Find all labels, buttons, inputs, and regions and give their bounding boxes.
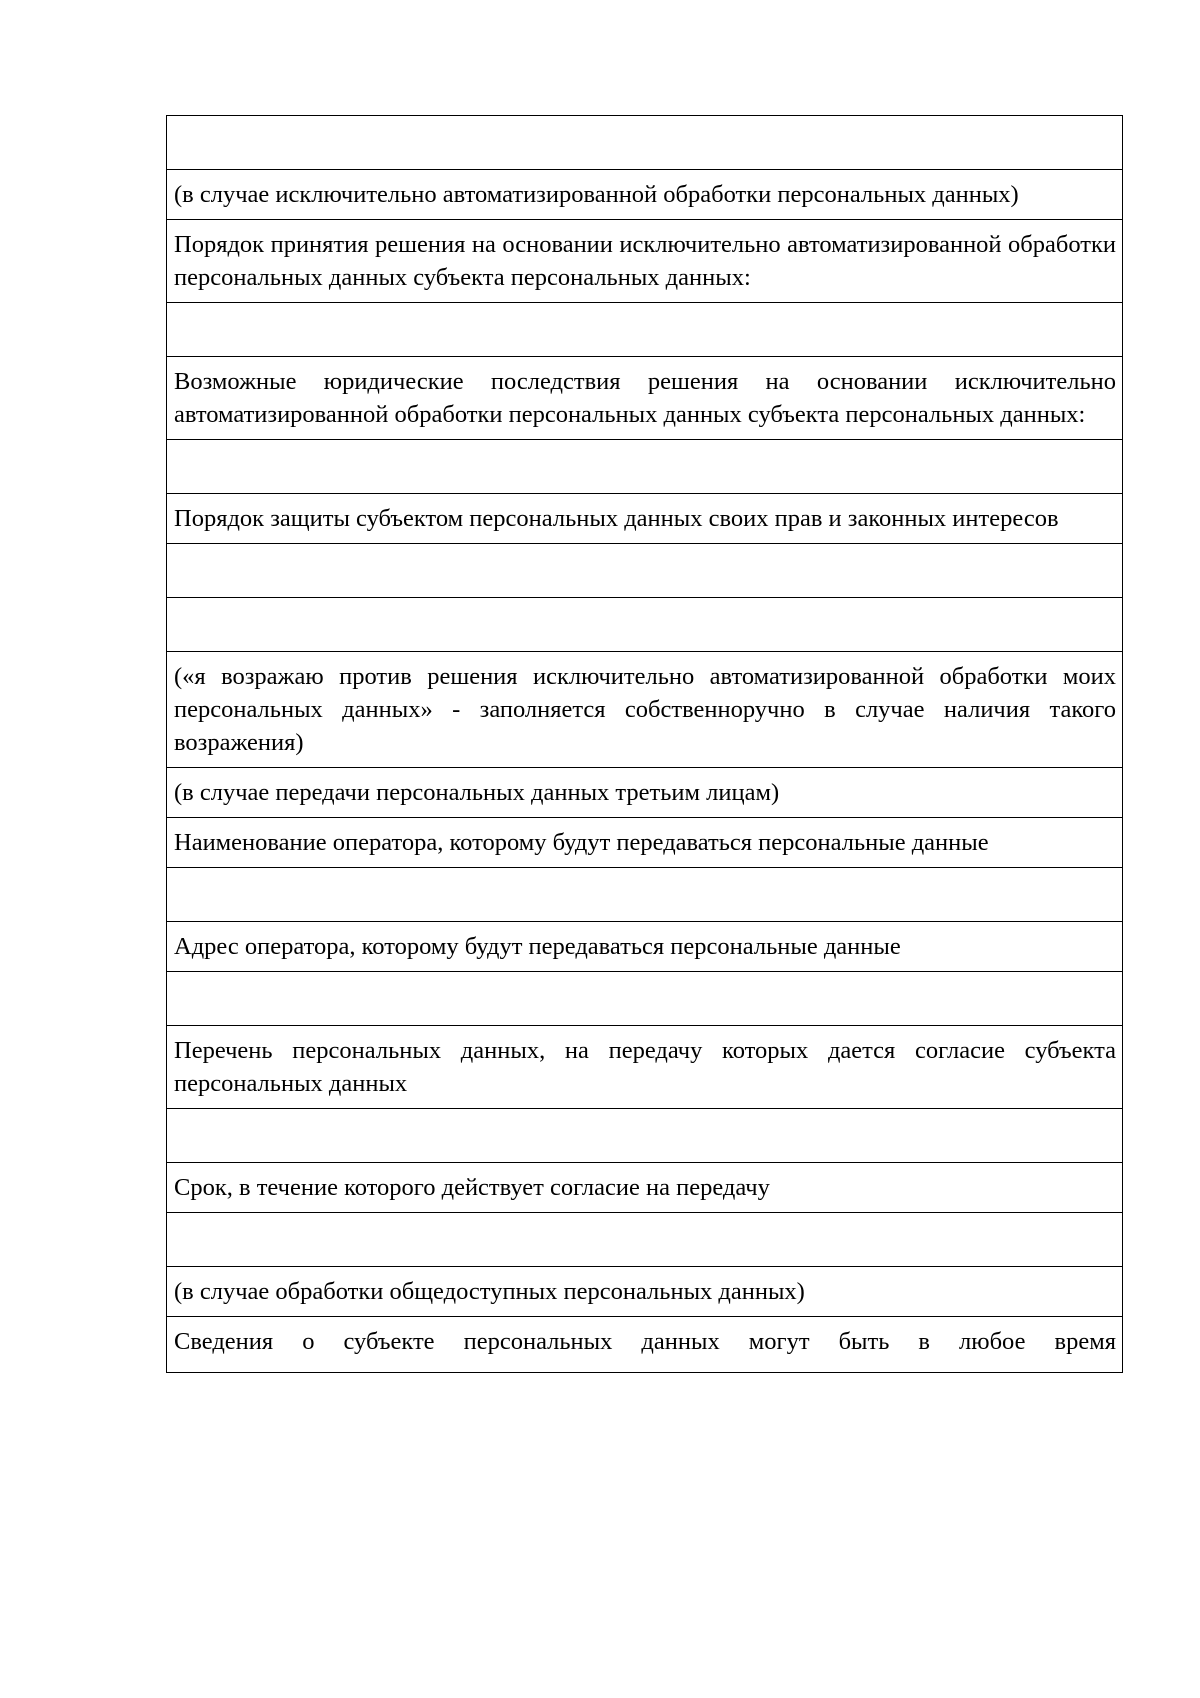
- table-row: [167, 494, 1123, 544]
- blank-field[interactable]: [167, 598, 1123, 652]
- label-consent-term: Срок, в течение которого действует согласие на передачу: [167, 1163, 1123, 1213]
- section-note-third-party-transfer: (в случае передачи персональных данных третьим лицам): [167, 768, 1123, 818]
- label-public-data-info: Сведения о субъекте персональных данных могут быть в любое время: [167, 1317, 1123, 1373]
- blank-field[interactable]: [167, 972, 1123, 1026]
- table-row: [167, 1163, 1123, 1213]
- note-objection: («я возражаю против решения исключительно автоматизированной обработки моих персональных данных» - заполняется собственноручно в случае наличия такого возражения): [167, 652, 1123, 768]
- consent-form-table: [166, 115, 1123, 1373]
- table-row: [167, 1109, 1123, 1163]
- table-row: [167, 1267, 1123, 1317]
- table-row: [167, 1026, 1123, 1109]
- section-note-public-data: (в случае обработки общедоступных персональных данных): [167, 1267, 1123, 1317]
- label-decision-procedure: Порядок принятия решения на основании исключительно автоматизированной обработки персональных данных субъекта персональных данных:: [167, 220, 1123, 303]
- label-legal-consequences: Возможные юридические последствия решения на основании исключительно автоматизированной обработки персональных данных субъекта персональных данных:: [167, 357, 1123, 440]
- table-row: [167, 652, 1123, 768]
- blank-field[interactable]: [167, 544, 1123, 598]
- table-row: [167, 357, 1123, 440]
- blank-field[interactable]: [167, 116, 1123, 170]
- label-operator-name: Наименование оператора, которому будут передаваться персональные данные: [167, 818, 1123, 868]
- blank-field[interactable]: [167, 1109, 1123, 1163]
- table-row: [167, 1213, 1123, 1267]
- table-row: [167, 922, 1123, 972]
- table-row: [167, 768, 1123, 818]
- table-row: [167, 170, 1123, 220]
- label-operator-address: Адрес оператора, которому будут передаваться персональные данные: [167, 922, 1123, 972]
- table-row: [167, 303, 1123, 357]
- label-data-list: Перечень персональных данных, на передачу которых дается согласие субъекта персональных данных: [167, 1026, 1123, 1109]
- table-row: [167, 544, 1123, 598]
- blank-field[interactable]: [167, 868, 1123, 922]
- table-row: [167, 972, 1123, 1026]
- table-row: [167, 116, 1123, 170]
- table-row: [167, 440, 1123, 494]
- table-row: [167, 868, 1123, 922]
- table-row: [167, 1317, 1123, 1373]
- blank-field[interactable]: [167, 440, 1123, 494]
- table-row: [167, 818, 1123, 868]
- table-row: [167, 598, 1123, 652]
- table-row: [167, 220, 1123, 303]
- label-rights-protection: Порядок защиты субъектом персональных данных своих прав и законных интересов: [167, 494, 1123, 544]
- blank-field[interactable]: [167, 303, 1123, 357]
- section-note-automated-processing: (в случае исключительно автоматизированной обработки персональных данных): [167, 170, 1123, 220]
- blank-field[interactable]: [167, 1213, 1123, 1267]
